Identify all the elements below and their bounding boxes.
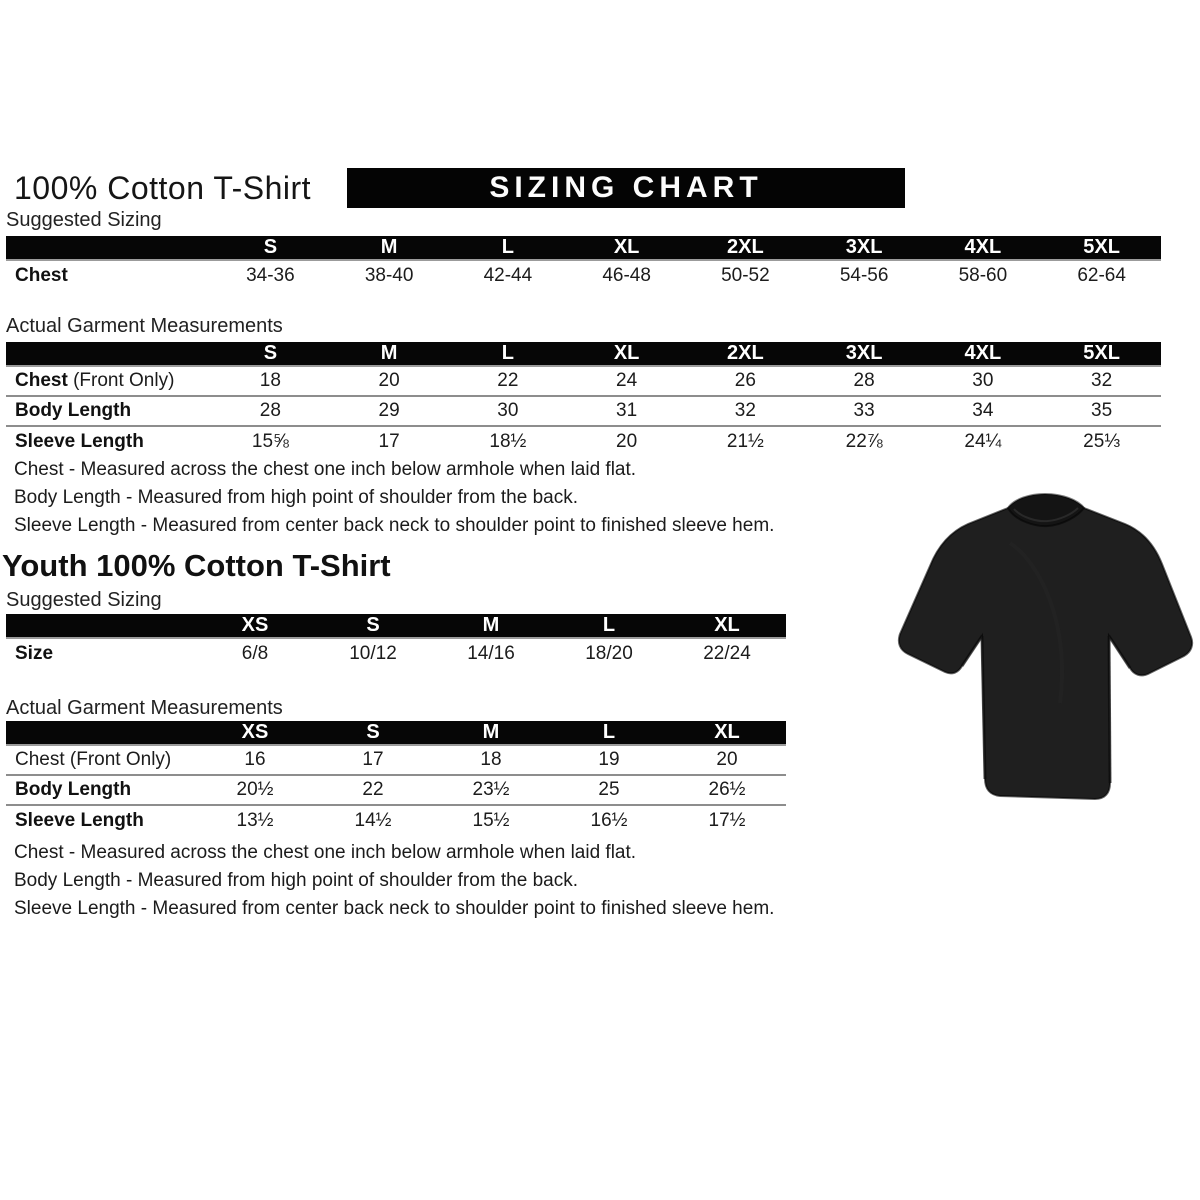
table-header-row xyxy=(6,721,786,745)
row-label xyxy=(6,396,211,426)
size-column-header: M xyxy=(432,721,550,745)
measurement-cell: 42-44 xyxy=(483,264,533,286)
measurement-cell: 24¼ xyxy=(964,430,1002,452)
measurement-cell: 13½ xyxy=(236,809,274,831)
measurement-cell: 6/8 xyxy=(241,642,269,664)
row-label-text: Body Length xyxy=(15,400,132,421)
row-label-text: Chest xyxy=(15,370,68,391)
size-column-header: XL xyxy=(668,614,786,638)
youth-garment-measurements-label: Actual Garment Measurements xyxy=(6,697,283,719)
size-column-header: XL xyxy=(567,342,686,366)
empty-corner-cell xyxy=(6,236,211,260)
measurement-cell: 22 xyxy=(314,775,432,805)
measurement-cell: 34 xyxy=(924,396,1043,426)
row-label xyxy=(6,426,211,456)
adult-measurement-notes xyxy=(14,460,774,544)
measurement-cell: 17 xyxy=(314,745,432,775)
size-column-header: S xyxy=(211,342,330,366)
row-label-text: Chest xyxy=(15,264,68,286)
empty-corner-cell xyxy=(6,721,196,745)
row-label xyxy=(6,805,196,835)
size-column-header: 2XL xyxy=(686,236,805,260)
sizing-chart-banner-text: SIZING CHART xyxy=(489,171,763,204)
measurement-cell: 54-56 xyxy=(839,264,889,286)
youth-suggested-sizing-label: Suggested Sizing xyxy=(6,589,162,611)
size-column-header: XL xyxy=(668,721,786,745)
measurement-cell: 17½ xyxy=(708,809,746,831)
note-line: Body Length - Measured from high point of shoulder from the back. xyxy=(14,487,578,508)
sizing-chart-banner xyxy=(347,168,905,208)
size-column-header: 4XL xyxy=(924,342,1043,366)
measurement-cell: 62-64 xyxy=(1077,264,1126,286)
measurement-cell: 33 xyxy=(805,396,924,426)
empty-corner-cell xyxy=(6,614,196,638)
size-column-header: 2XL xyxy=(686,342,805,366)
row-label-text: Body Length xyxy=(15,779,132,800)
measurement-cell: 28 xyxy=(805,366,924,396)
measurement-cell: 10/12 xyxy=(349,642,397,664)
note-line: Body Length - Measured from high point of shoulder from the back. xyxy=(14,870,578,891)
table-row xyxy=(6,775,786,805)
row-label xyxy=(6,260,211,290)
measurement-cell: 16½ xyxy=(590,809,628,831)
measurement-cell: 18/20 xyxy=(585,642,633,664)
size-column-header: 3XL xyxy=(805,236,924,260)
row-label: Chest (Front Only) xyxy=(6,745,196,775)
table-header-row xyxy=(6,342,1161,366)
row-label-text: Sleeve Length xyxy=(15,809,144,831)
size-column-header: 5XL xyxy=(1042,236,1161,260)
table-row xyxy=(6,426,1161,456)
row-label xyxy=(6,366,211,396)
measurement-cell: 22 xyxy=(449,366,568,396)
size-column-header: L xyxy=(550,614,668,638)
adult-suggested-sizing-table xyxy=(6,236,1161,290)
table-header xyxy=(6,342,1161,366)
measurement-cell: 20½ xyxy=(196,775,314,805)
size-column-header: XS xyxy=(196,721,314,745)
measurement-cell: 16 xyxy=(196,745,314,775)
note-line: Chest - Measured across the chest one inch below armhole when laid flat. xyxy=(14,459,637,480)
size-column-header: L xyxy=(449,342,568,366)
measurement-cell: 14/16 xyxy=(467,642,515,664)
table-header xyxy=(6,721,786,745)
youth-section-title: Youth 100% Cotton T-Shirt xyxy=(2,548,391,583)
page-title: 100% Cotton T-Shirt xyxy=(14,170,312,206)
measurement-cell: 22/24 xyxy=(703,642,751,664)
measurement-cell: 26 xyxy=(686,366,805,396)
table-row xyxy=(6,260,1161,290)
measurement-cell: 50-52 xyxy=(721,264,770,286)
measurement-cell: 25 xyxy=(550,775,668,805)
size-column-header: L xyxy=(550,721,668,745)
black-tshirt-image xyxy=(890,483,1200,808)
table-row xyxy=(6,745,786,775)
size-column-header: XS xyxy=(196,614,314,638)
measurement-cell: 34-36 xyxy=(246,264,295,286)
youth-suggested-sizing-table xyxy=(6,614,786,668)
table-row xyxy=(6,638,786,668)
measurement-cell: 38-40 xyxy=(364,264,414,286)
size-column-header: 3XL xyxy=(805,342,924,366)
measurement-cell: 32 xyxy=(686,396,805,426)
note-line: Chest - Measured across the chest one inch below armhole when laid flat. xyxy=(14,842,637,863)
table-row xyxy=(6,366,1161,396)
row-label-suffix: (Front Only) xyxy=(73,370,175,391)
table-header-row xyxy=(6,236,1161,260)
measurement-cell: 18 xyxy=(211,366,330,396)
adult-garment-measurements-table xyxy=(6,342,1161,456)
measurement-cell: 15⅝ xyxy=(251,430,289,452)
measurement-cell: 20 xyxy=(330,366,449,396)
measurement-cell: 30 xyxy=(924,366,1043,396)
measurement-cell: 25⅓ xyxy=(1083,430,1121,452)
table-row xyxy=(6,805,786,835)
size-column-header: M xyxy=(330,342,449,366)
table-header xyxy=(6,236,1161,260)
measurement-cell: 17 xyxy=(378,430,400,452)
size-column-header: S xyxy=(314,614,432,638)
table-header-row xyxy=(6,614,786,638)
youth-measurement-notes xyxy=(14,843,774,927)
row-label xyxy=(6,775,196,805)
measurement-cell: 26½ xyxy=(668,775,786,805)
measurement-cell: 46-48 xyxy=(602,264,651,286)
measurement-cell: 32 xyxy=(1042,366,1161,396)
measurement-cell: 15½ xyxy=(472,809,510,831)
tshirt-graphic xyxy=(890,483,1200,808)
measurement-cell: 30 xyxy=(449,396,568,426)
size-column-header: XL xyxy=(567,236,686,260)
size-column-header: L xyxy=(449,236,568,260)
measurement-cell: 20 xyxy=(668,745,786,775)
row-label xyxy=(6,638,196,668)
measurement-cell: 18 xyxy=(432,745,550,775)
size-column-header: S xyxy=(211,236,330,260)
table-header xyxy=(6,614,786,638)
measurement-cell: 24 xyxy=(567,366,686,396)
row-label-text: Size xyxy=(15,642,54,664)
measurement-cell: 31 xyxy=(567,396,686,426)
measurement-cell: 18½ xyxy=(489,430,527,452)
measurement-cell: 20 xyxy=(616,430,638,452)
measurement-cell: 35 xyxy=(1042,396,1161,426)
size-column-header: S xyxy=(314,721,432,745)
measurement-cell: 22⅞ xyxy=(845,430,883,452)
note-line: Sleeve Length - Measured from center back neck to shoulder point to finished sleeve hem. xyxy=(14,515,775,536)
size-column-header: 4XL xyxy=(924,236,1043,260)
measurement-cell: 23½ xyxy=(432,775,550,805)
measurement-cell: 58-60 xyxy=(958,264,1008,286)
measurement-cell: 29 xyxy=(330,396,449,426)
adult-suggested-sizing-label: Suggested Sizing xyxy=(6,209,162,231)
size-column-header: M xyxy=(432,614,550,638)
measurement-cell: 19 xyxy=(550,745,668,775)
empty-corner-cell xyxy=(6,342,211,366)
note-line: Sleeve Length - Measured from center back neck to shoulder point to finished sleeve hem. xyxy=(14,898,775,919)
measurement-cell: 21½ xyxy=(726,430,764,452)
size-column-header: 5XL xyxy=(1042,342,1161,366)
adult-garment-measurements-label: Actual Garment Measurements xyxy=(6,315,283,337)
row-label-text: Sleeve Length xyxy=(15,430,144,452)
table-row xyxy=(6,396,1161,426)
measurement-cell: 28 xyxy=(211,396,330,426)
size-column-header: M xyxy=(330,236,449,260)
youth-garment-measurements-table xyxy=(6,721,786,835)
measurement-cell: 14½ xyxy=(354,809,392,831)
